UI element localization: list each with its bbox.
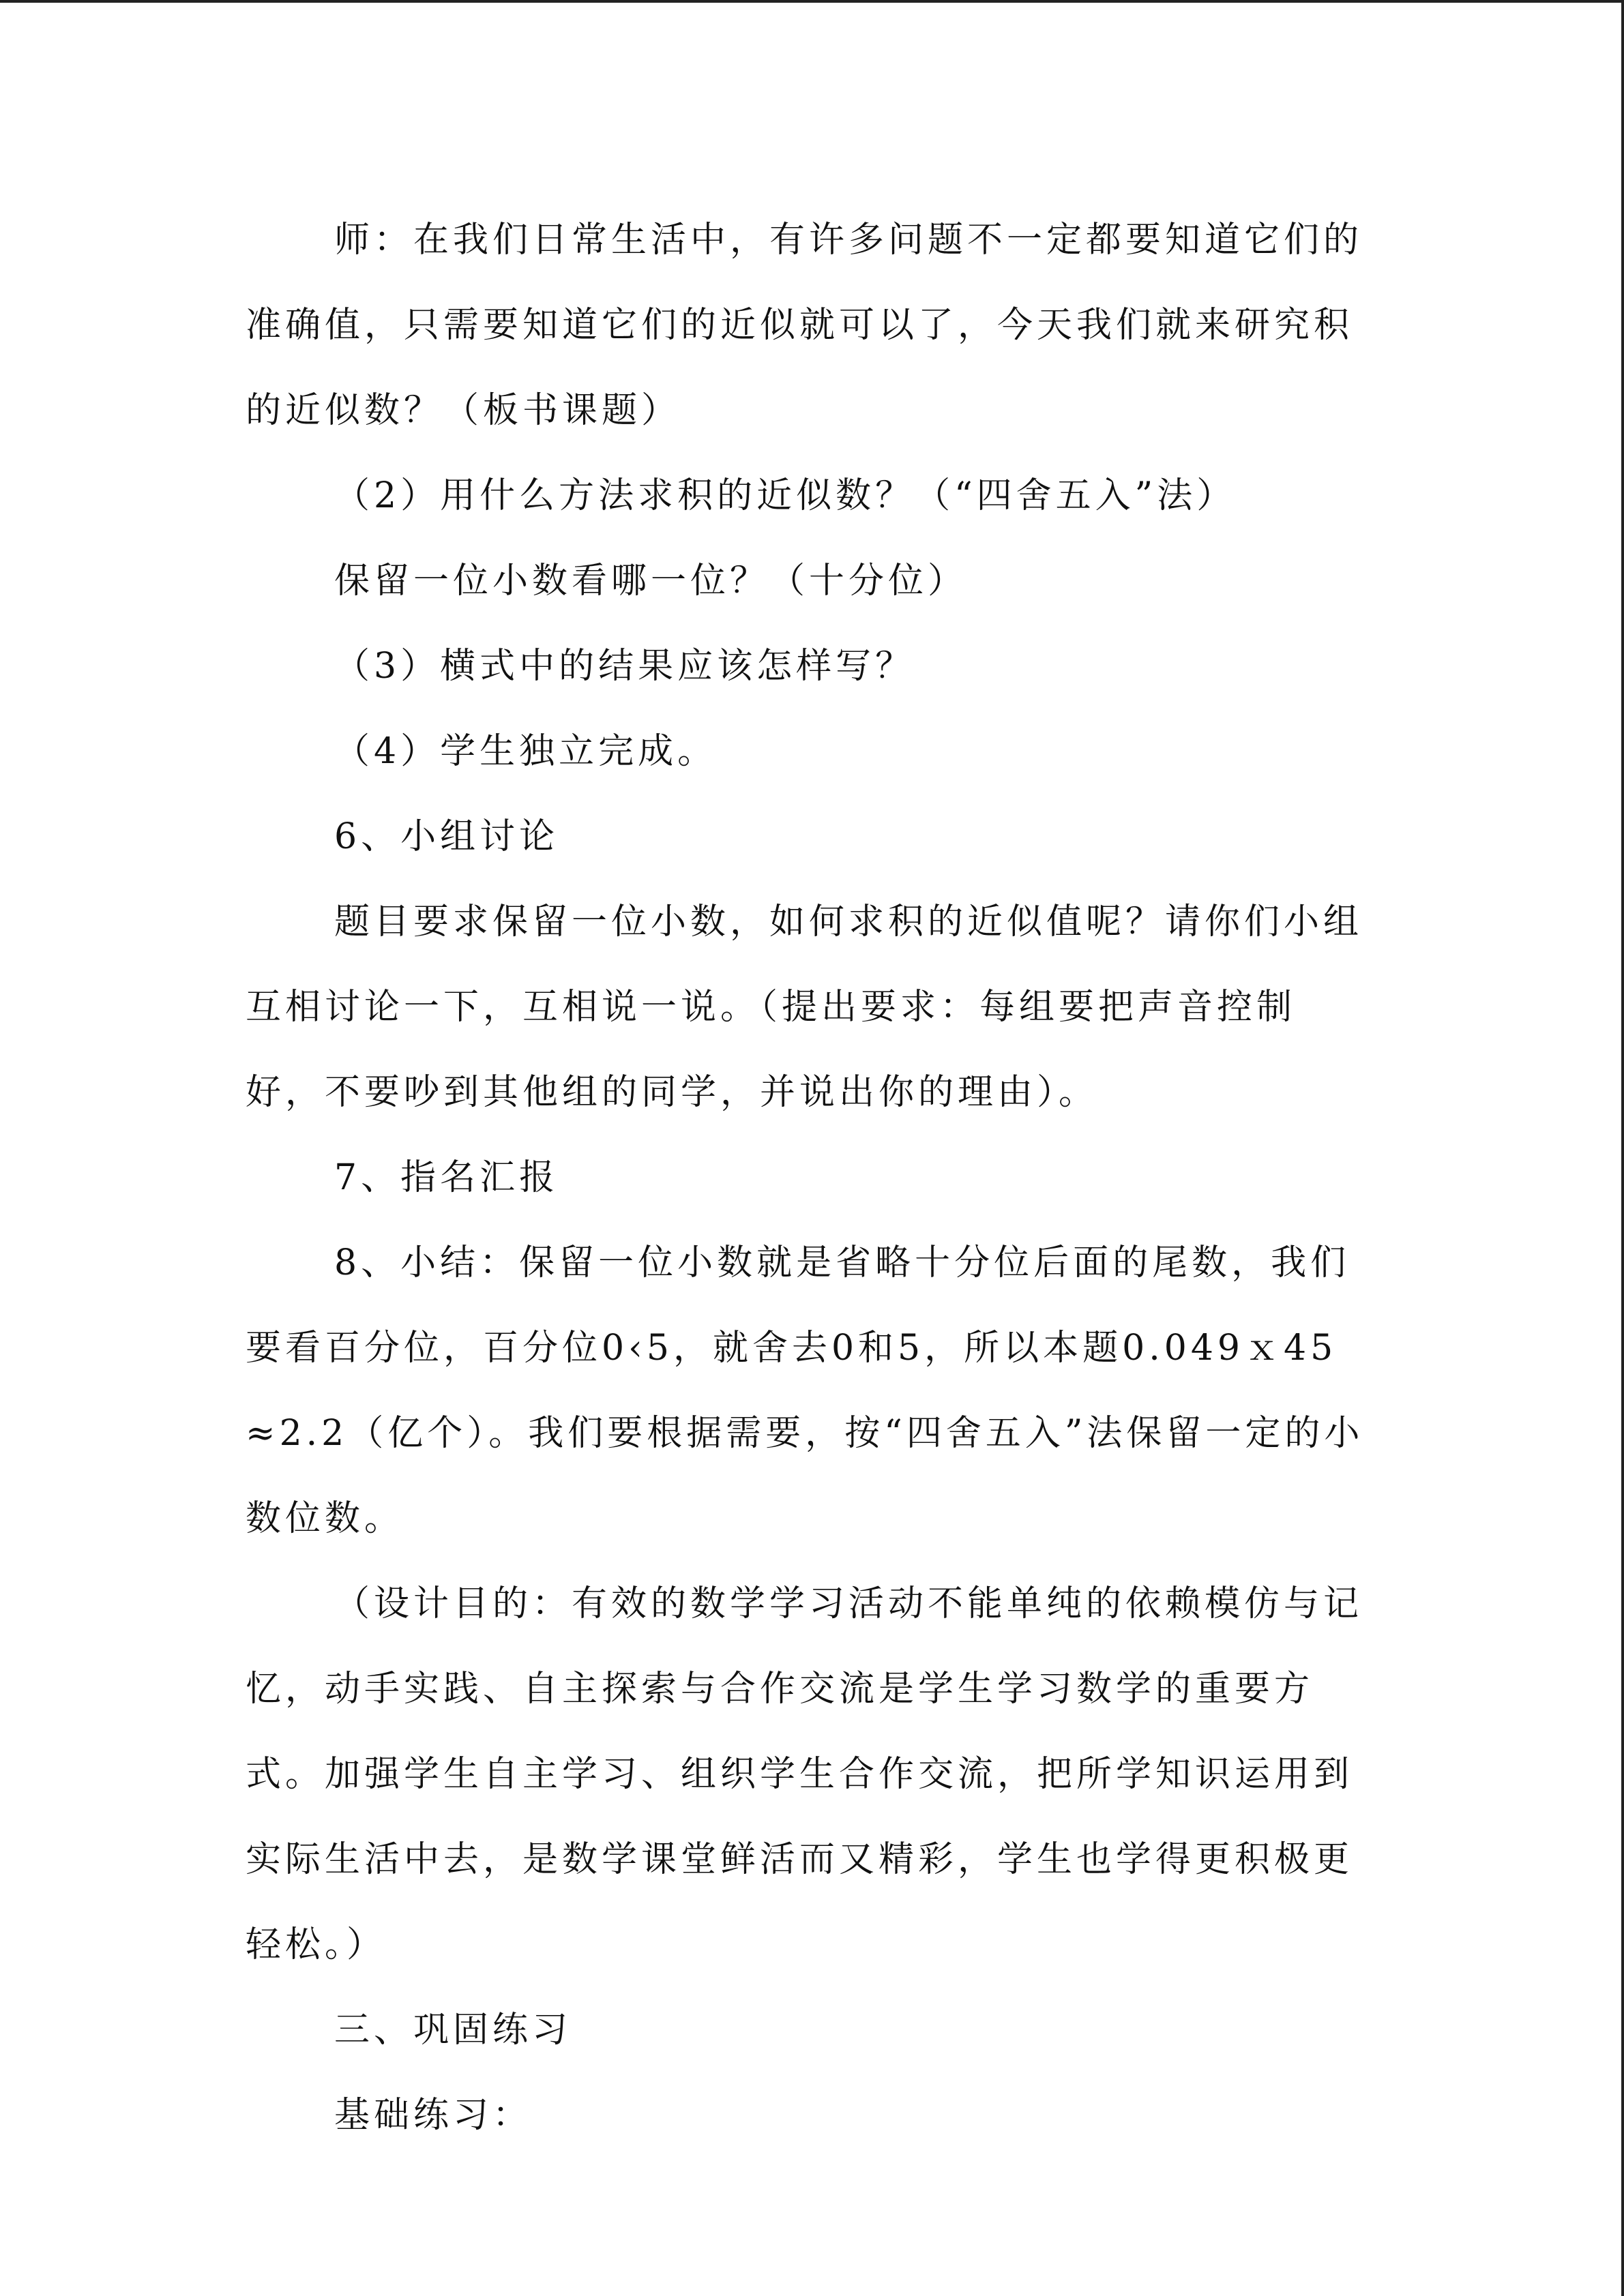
- paragraph-intro: 师：在我们日常生活中，有许多问题不一定都要知道它们的准确值，只需要知道它们的近似就可以了，今天我们就来研究积的近似数？（板书课题）: [246, 220, 1363, 431]
- page-border-top: [0, 0, 1624, 3]
- paragraph-discussion: 题目要求保留一位小数，如何求积的近似值呢？请你们小组互相讨论一下，互相说一说。（提出要求：每组要把声音控制好，不要吵到其他组的同学，并说出你的理由）。: [246, 901, 1363, 1113]
- heading-practice: 三、巩固练习: [334, 2010, 572, 2051]
- document-body: [246, 198, 1364, 2158]
- paragraph-independent: （4）学生独立完成。: [334, 731, 718, 772]
- page-border-right: [1621, 0, 1624, 2296]
- paragraph-method: （2）用什么方法求积的近似数？（“四舍五入”法）: [334, 475, 1237, 516]
- paragraph-summary: 8、小结：保留一位小数就是省略十分位后面的尾数，我们要看百分位，百分位0‹5，就舍去0和5，所以本题0.049ｘ45≈2.2（亿个）。我们要根据需要，按“四舍五入”法保留一定的小数位数。: [246, 1242, 1364, 1539]
- heading-group-discussion: 6、小组讨论: [334, 816, 559, 857]
- paragraph-result-format: （3）横式中的结果应该怎样写？: [334, 646, 915, 687]
- heading-basic-practice: 基础练习：: [334, 2095, 533, 2136]
- paragraph-decimal-place: 保留一位小数看哪一位？（十分位）: [334, 561, 968, 601]
- heading-report: 7、指名汇报: [334, 1157, 559, 1198]
- paragraph-design-purpose: （设计目的：有效的数学学习活动不能单纯的依赖模仿与记忆，动手实践、自主探索与合作交流是学生学习数学的重要方式。加强学生自主学习、组织学生合作交流，把所学知识运用到实际生活中去，是数学课堂鲜活而又精彩，学生也学得更积极更轻松。）: [246, 1583, 1363, 1965]
